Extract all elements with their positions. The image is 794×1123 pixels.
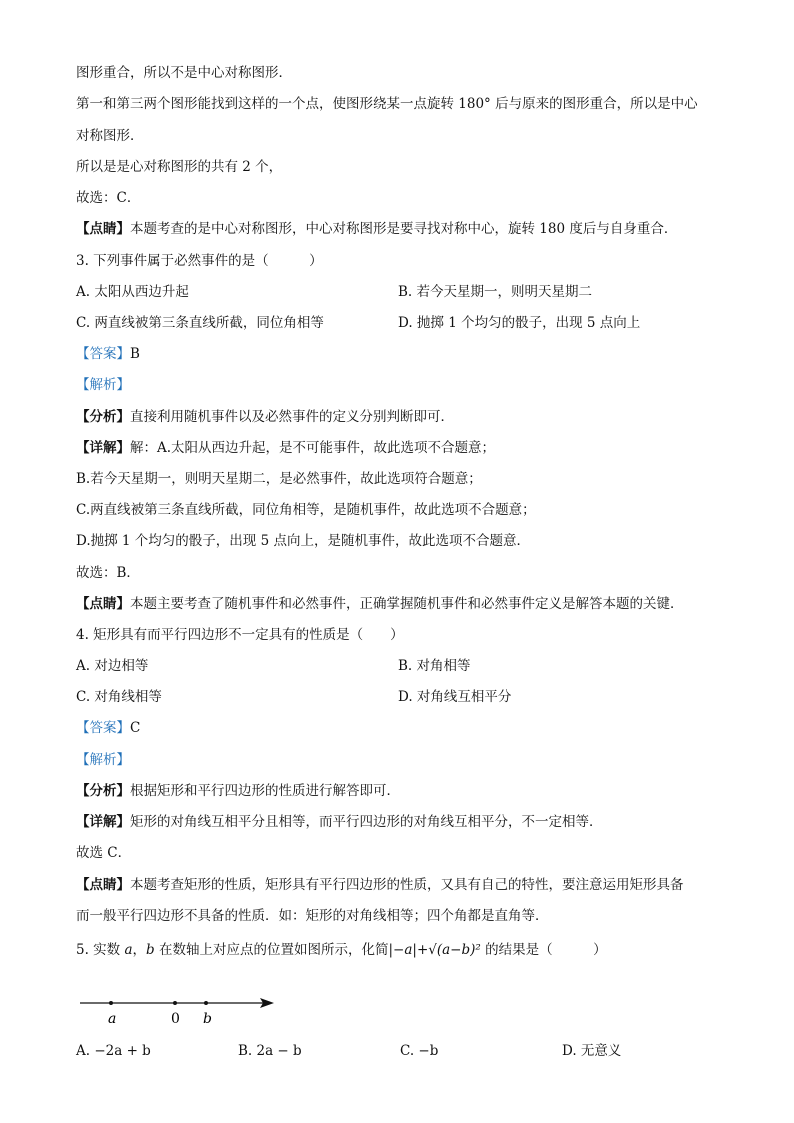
- q5-option-a: A. −2a + b: [76, 1043, 151, 1059]
- remark-text: 本题考查的是中心对称图形，中心对称图形是要寻找对称中心，旋转 180 度后与自身重合．: [130, 221, 678, 237]
- tag-fenxi: 【分析】: [76, 783, 130, 799]
- stem-text: 在数轴上对应点的位置如图所示，化简: [154, 942, 389, 958]
- q5-option-c: C. −b: [400, 1043, 439, 1059]
- tag-answer: 【答案】: [76, 720, 130, 736]
- q5-option-b: B. 2a − b: [238, 1043, 302, 1059]
- q4-option-c: C. 对角线相等: [76, 689, 162, 705]
- stem-text: 5. 实数: [76, 942, 125, 958]
- analysis-text: 直接利用随机事件以及必然事件的定义分别判断即可．: [130, 409, 454, 425]
- q3-option-a: A. 太阳从西边升起: [76, 284, 189, 300]
- text-line: 所以是是心对称图形的共有 2 个，: [76, 159, 283, 175]
- tag-answer: 【答案】: [76, 346, 130, 362]
- question-4-stem: 4. 矩形具有而平行四边形不一定具有的性质是（ ）: [76, 627, 404, 643]
- detail-text: 解：A.太阳从西边升起，是不可能事件，故此选项不合题意；: [130, 440, 496, 456]
- point-b: [204, 1001, 208, 1005]
- q3-remark: [76, 595, 684, 613]
- text-line: 第一和第三两个图形能找到这样的一个点，使图形绕某一点旋转 180° 后与原来的图形重合，所以是中心: [76, 96, 698, 112]
- q3-detail-3: D.抛掷 1 个均匀的骰子，出现 5 点向上，是随机事件，故此选项不合题意．: [76, 533, 530, 549]
- q3-detail-1: B.若今天星期一，则明天星期二，是必然事件，故此选项符合题意；: [76, 471, 482, 487]
- q3-analysis: [76, 408, 454, 426]
- label-zero: 0: [171, 1011, 180, 1027]
- q3-answer: [76, 345, 140, 363]
- number-line: [80, 990, 280, 1030]
- detail-text: 矩形的对角线互相平分且相等，而平行四边形的对角线互相平分，不一定相等．: [130, 814, 603, 830]
- q4-answer: [76, 719, 140, 737]
- q4-jiexi: 【解析】: [76, 752, 130, 768]
- label-a: a: [108, 1011, 117, 1027]
- text-line: 图形重合，所以不是中心对称图形．: [76, 65, 292, 81]
- q4-option-a: A. 对边相等: [76, 658, 149, 674]
- q3-choose: 故选：B．: [76, 565, 140, 581]
- text-line: 对称图形．: [76, 128, 144, 144]
- var-b: b: [146, 942, 155, 958]
- q3-option-d: D. 抛掷 1 个均匀的骰子，出现 5 点向上: [398, 315, 641, 331]
- tag-dianjing: 【点睛】: [76, 877, 130, 893]
- q4-remark-2: 而一般平行四边形不具备的性质．如：矩形的对角线相等；四个角都是直角等．: [76, 908, 549, 924]
- q3-detail-0: [76, 439, 495, 457]
- stem-text: 的结果是（ ）: [480, 942, 607, 958]
- stem-text: ，: [132, 942, 147, 958]
- point-a: [109, 1001, 113, 1005]
- answer-value: B: [130, 346, 140, 362]
- q4-analysis: [76, 782, 400, 800]
- point-zero: [173, 1001, 177, 1005]
- tag-xiangjie: 【详解】: [76, 440, 130, 456]
- tag-dianjing: 【点睛】: [76, 596, 130, 612]
- q4-detail: [76, 813, 603, 831]
- q5-option-d: D. 无意义: [562, 1043, 622, 1059]
- tag-fenxi: 【分析】: [76, 409, 130, 425]
- remark-text: 本题主要考查了随机事件和必然事件，正确掌握随机事件和必然事件定义是解答本题的关键．: [130, 596, 684, 612]
- q4-remark-1: [76, 876, 684, 894]
- math-expression: |−a|+√(a−b)²: [388, 942, 481, 958]
- tag-dianjing: 【点睛】: [76, 221, 130, 237]
- q3-option-b: B. 若今天星期一，则明天星期二: [398, 284, 593, 300]
- q3-option-c: C. 两直线被第三条直线所截，同位角相等: [76, 315, 324, 331]
- q4-option-d: D. 对角线互相平分: [398, 689, 512, 705]
- question-5-stem: [76, 941, 607, 959]
- tag-xiangjie: 【详解】: [76, 814, 130, 830]
- q4-choose: 故选 C．: [76, 845, 132, 861]
- remark-text: 本题考查矩形的性质，矩形具有平行四边形的性质，又具有自己的特性，要注意运用矩形具备: [130, 877, 684, 893]
- question-3-stem: 3. 下列事件属于必然事件的是（ ）: [76, 253, 323, 269]
- answer-value: C: [130, 720, 141, 736]
- label-b: b: [203, 1011, 212, 1027]
- analysis-text: 根据矩形和平行四边形的性质进行解答即可．: [130, 783, 400, 799]
- q3-jiexi: 【解析】: [76, 377, 130, 393]
- var-a: a: [124, 942, 133, 958]
- remark-line: [76, 220, 677, 238]
- q3-detail-2: C.两直线被第三条直线所截，同位角相等，是随机事件，故此选项不合题意；: [76, 502, 536, 518]
- text-line: 故选：C．: [76, 190, 141, 206]
- q4-option-b: B. 对角相等: [398, 658, 471, 674]
